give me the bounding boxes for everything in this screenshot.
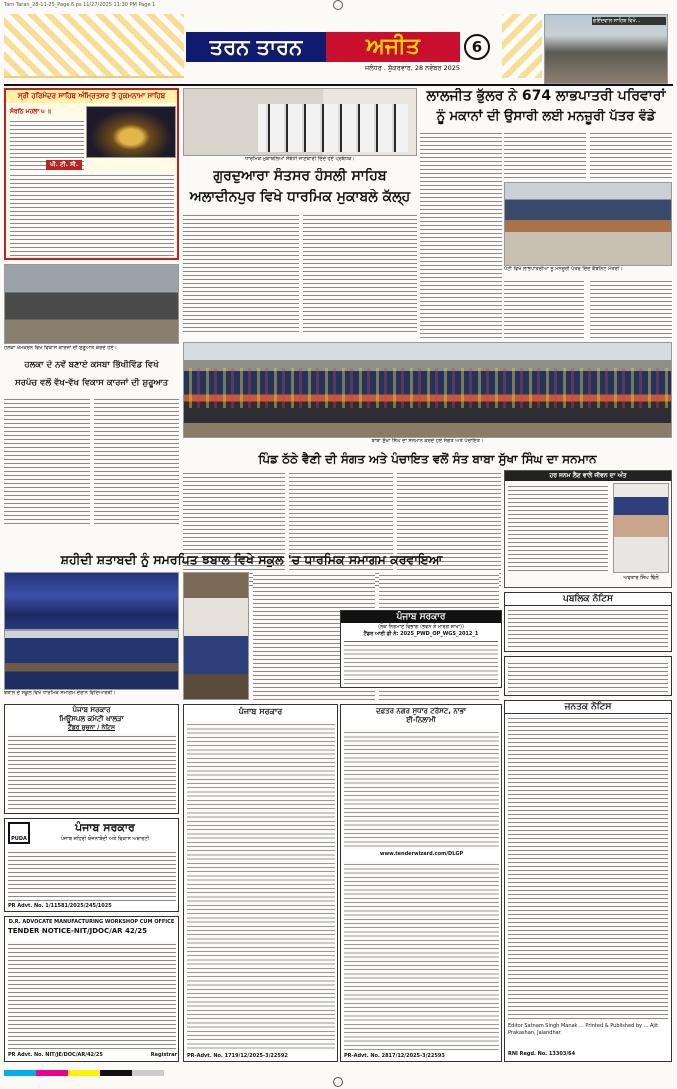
tender-registrar: Registrar [150,1052,177,1058]
masthead-ornament-right [502,14,542,78]
nagar-sudhar-website: www.tenderwizard.com/DLGP [379,851,464,857]
gurdwara-photo-people [258,104,408,152]
nagar-sudhar-title: ਦਫ਼ਤਰ ਨਗਰ ਸੁਧਾਰ ਟਰੱਸਟ, ਨਾਭਾ [375,707,467,715]
printline-text: Tarn Taran_28-11-25_Page 6.ps 11/27/2025 11:30 PM Page 1 [4,2,156,8]
left-col-photo-caption: ਹਲਕਾ ਖੇਮਕਰਨ ਵਿਖੇ ਵਿਕਾਸ ਕਾਰਜਾਂ ਦੀ ਸ਼ੁਰੂਆਤ ਕਰਦੇ ਹੋਏ। [4,345,118,351]
punjab-sarkar-mid-ad [340,610,502,688]
gurdwara-photo-caption: ਧਾਰਮਿਕ ਮੁਕਾਬਲਿਆਂ ਸੰਬੰਧੀ ਜਾਣਕਾਰੀ ਦਿੰਦੇ ਹੋਏ ਪ੍ਰਬੰਧਕ। [245,156,355,162]
shaheedi-photo-caption: ਝਬਾਲ ਦੇ ਸਕੂਲ ਵਿਖੇ ਧਾਰਮਿਕ ਸਮਾਗਮ ਦੌਰਾਨ ਵਿਦਿਆਰਥੀ। [4,690,116,696]
left-notice-title: ਪੰਜਾਬ ਸਰਕਾਰ [72,706,111,714]
left-col-headline-2: ਸਰਪੰਚ ਵਲੋਂ ਵੱਖ-ਵੱਖ ਵਿਕਾਸ ਕਾਰਜਾਂ ਦੀ ਸ਼ੁਰੂਆਤ [14,378,169,388]
rni-code: RNI Regd. No. 13303/64 [508,1051,576,1057]
punjab-sarkar-center-title: ਪੰਜਾਬ ਸਰਕਾਰ [238,707,283,716]
nagar-sudhar-footer: PR-Advt. No. 2817/12/2025-3/22593 [344,1053,445,1059]
public-notice-box-2 [504,656,672,696]
obituary-box [504,470,672,588]
punjab-sarkar-mid-table [344,641,498,685]
registration-mark-bottom [333,1077,343,1087]
color-bar-bottom [4,1070,164,1076]
lead-body-col-3 [590,130,672,180]
shaheedi-headline: ਸ਼ਹੀਦੀ ਸ਼ਤਾਬਦੀ ਨੂੰ ਸਮਰਪਿਤ ਝਬਾਲ ਵਿਖੇ ਸਕੂਲ 'ਚ ਧਾਰਮਿਕ ਸਮਾਗਮ ਕਰਵਾਇਆ [60,552,443,567]
punjab-sarkar-center-ref: PR-Advt. No. 1719/12/2025-3/22592 [187,1053,288,1059]
left-col-photo [4,264,179,344]
lead-body-col-2 [504,130,586,180]
tender-footer: PR Advt. No. NIT/JE/DOC/AR/42/25 [8,1052,103,1058]
obituary-portrait [613,483,669,573]
masthead-title-left: ਤਰਨ ਤਾਰਨ [186,32,326,62]
pind-photo-crowd [183,368,672,408]
lead-story-photo [504,182,672,266]
puda-subtitle: ਪੰਜਾਬ ਸ਼ਹਿਰੀ ਯੋਜਨਾਬੰਦੀ ਅਤੇ ਵਿਕਾਸ ਅਥਾਰਟੀ [60,836,150,842]
dateline: ਜਲੰਧਰ . ਸ਼ੁੱਕਰਵਾਰ, 28 ਨਵੰਬਰ 2025 [364,64,460,72]
left-notice-label: ਟੈਂਡਰ ਸੂਚਨਾ / ਨੋਟਿਸ [68,724,115,731]
obituary-text [508,483,608,573]
gurbani-title: ਸ੍ਰੀ ਹਰਿਮੰਦਰ ਸਾਹਿਬ ਅੰਮ੍ਰਿਤਸਰ ਤੋਂ ਹੁਕਮਨਾਮਾ ਸਾਹਿਬ [6,90,177,103]
public-notice-box [504,592,672,652]
public-notice-heading: ਪਬਲਿਕ ਨੋਟਿਸ [505,593,671,606]
public-notice-text [508,607,668,649]
pind-headline: ਪਿੰਡ ਠੱਠੇ ਵੈਣੀ ਦੀ ਸੰਗਤ ਅਤੇ ਪੰਚਾਇਤ ਵਲੋਂ ਸੰਤ ਬਾਬਾ ਸੁੱਖਾ ਸਿੰਘ ਦਾ ਸਨਮਾਨ [258,452,597,466]
nagar-sudhar-sub: ਈ-ਨਿਲਾਮੀ [406,716,436,724]
pind-body-col-3 [397,470,501,588]
left-col-body-1 [4,396,90,526]
tender-text [8,941,176,1051]
masthead-ornament-left [4,14,184,78]
gurbani-highlight: ਸੋਰਠਿ ਮਹਲਾ ੫ ॥ [10,108,51,115]
shaheedi-photo-3 [183,572,249,700]
jantak-notice-heading: ਜਨਤਕ ਨੋਟਿਸ [505,701,671,714]
nagar-sudhar-text [344,729,499,849]
gurdwara-body-col-1 [183,212,299,332]
left-notice-ad [4,704,179,814]
gurbani-box [4,88,179,260]
jantak-notice-text [508,715,668,1021]
page-number-badge: 6 [464,34,490,60]
lead-body-col-4 [504,278,584,340]
punjab-sarkar-center-ad [183,704,338,1062]
masthead [186,32,496,74]
puda-ad [4,818,179,912]
lead-headline-2: ਨੂੰ ਮਕਾਨਾਂ ਦੀ ਉਸਾਰੀ ਲਈ ਮਨਜ਼ੂਰੀ ਪੱਤਰ ਵੰਡੇ [436,109,656,124]
tender-title: TENDER NOTICE-NIT/JDOC/AR 42/25 [8,927,147,935]
left-col-headline-1: ਹਲਕਾ ਦੇ ਨਵੇਂ ਬਣਾਏ ਕਸਬਾ ਭਿੱਖੀਵਿੰਡ ਵਿਖੇ [24,360,159,370]
puda-logo [8,822,30,844]
lead-body-col-1 [420,130,502,340]
imprint-footer: Editor Satnam Singh Manak ... Printed & Published by ... Ajit Prakashan, Jalandhar. [508,1023,659,1036]
pind-body-col-1 [183,470,285,588]
nagar-sudhar-table [344,861,499,1051]
pind-body-col-2 [289,470,393,588]
puda-logo-text: PUDA [11,836,27,842]
punjab-sarkar-center-text [187,721,335,1051]
pind-photo-caption: ਬਾਬਾ ਸੁੱਖਾ ਸਿੰਘ ਦਾ ਸਨਮਾਨ ਕਰਦੇ ਹੋਏ ਸੰਗਤ ਅਤੇ ਪੰਚਾਇਤ। [371,438,484,444]
puda-text [8,849,176,901]
registration-mark-top [333,0,343,10]
shaheedi-photo-1 [4,572,179,630]
punjab-sarkar-mid-ref: ਟੈਂਡਰ ਆਈ ਡੀ ਨੰ: 2025_PWD_OP_WGS_2012_1 [363,631,479,637]
masthead-rule [4,84,673,86]
obituary-name: ਅਵਤਾਰ ਸਿੰਘ ਢਿੱਲੋਂ [623,575,659,581]
puda-ref: PR Advt. No. 1/11581/2025/245/1025 [8,903,112,909]
left-col-body-2 [94,396,179,526]
gurdwara-body-col-2 [303,212,417,332]
puda-title: ਪੰਜਾਬ ਸਰਕਾਰ [75,821,135,834]
nagar-sudhar-ad [340,704,502,1062]
top-right-photo-caption: ਗੋਇੰਦਵਾਲ ਸਾਹਿਬ ਵਿਖੇ... [592,17,666,25]
tender-notice-ad [4,916,179,1062]
lead-body-col-5 [590,278,672,340]
golden-temple-photo [86,106,176,158]
punjab-sarkar-mid-title: ਪੰਜਾਬ ਸਰਕਾਰ [341,611,501,623]
punjab-sarkar-mid-subtitle: (ਲੋਕ ਨਿਰਮਾਣ ਵਿਭਾਗ (ਭਵਨ ਤੇ ਮਾਰਗ ਸ਼ਾਖਾ)) [378,624,464,630]
gurdwara-headline-2: ਅਲਾਦੀਨਪੁਰ ਵਿਖੇ ਧਾਰਮਿਕ ਮੁਕਾਬਲੇ ਕੱਲ੍ਹ [189,189,411,205]
jantak-notice-box [504,700,672,1062]
gurbani-translation [10,172,174,256]
shaheedi-photo-2 [4,630,179,690]
ptc-badge: ਪੀ. ਟੀ. ਸੀ. [46,160,82,170]
masthead-title-right: ਅਜੀਤ [326,32,460,62]
lead-photo-caption: ਪੱਟੀ ਵਿਖੇ ਲਾਭਪਾਤਰੀਆਂ ਨੂੰ ਮਨਜ਼ੂਰੀ ਪੱਤਰ ਦਿੰਦੇ ਕੈਬਨਿਟ ਮੰਤਰੀ। [504,266,623,272]
lead-headline-1: ਲਾਲਜੀਤ ਭੁੱਲਰ ਨੇ 674 ਲਾਭਪਾਤਰੀ ਪਰਿਵਾਰਾਂ [426,88,666,104]
public-notice-text-2 [508,660,668,694]
left-notice-subtitle: ਮਿਊਂਸਪਲ ਕਮੇਟੀ ਖਾਲੜਾ [59,715,124,723]
gurdwara-headline-1: ਗੁਰਦੁਆਰਾ ਸੰਤਸਰ ਹੰਸਲੀ ਸਾਹਿਬ [213,168,387,184]
left-notice-text [8,733,176,811]
obituary-title: ਹਰ ਜਨਮ ਲੈਣ ਵਾਲੇ ਜੀਵਨ ਦਾ ਅੰਤ [505,471,671,481]
tender-org: D.R. ADVOCATE MANUFACTURING WORKSHOP CUM OFFICE [8,919,175,925]
